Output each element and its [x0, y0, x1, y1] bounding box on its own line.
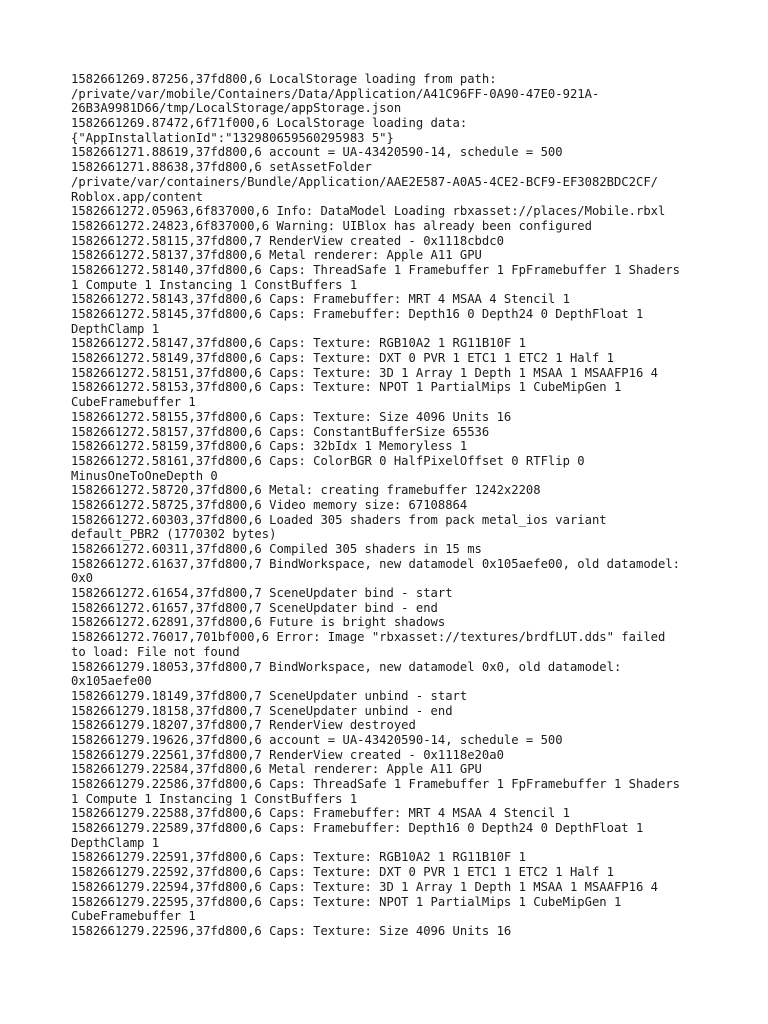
- log-line: 1582661272.62891,37fd800,6 Future is bright shadows: [71, 615, 446, 630]
- log-line: /private/var/containers/Bundle/Application/AAE2E587-A0A5-4CE2-BCF9-EF3082BDC2CF/: [71, 174, 658, 189]
- log-line: {"AppInstallationId":"132980659560295983 5"}: [71, 130, 394, 145]
- log-line: 1582661272.58157,37fd800,6 Caps: ConstantBufferSize 65536: [71, 424, 490, 439]
- log-line: to load: File not found: [71, 644, 240, 659]
- log-line: 1582661272.58149,37fd800,6 Caps: Texture: DXT 0 PVR 1 ETC1 1 ETC2 1 Half 1: [71, 351, 614, 366]
- log-line: 1 Compute 1 Instancing 1 ConstBuffers 1: [71, 791, 358, 806]
- log-line: Roblox.app/content: [71, 189, 204, 204]
- log-line: 1582661279.22589,37fd800,6 Caps: Framebuffer: Depth16 0 Depth24 0 DepthFloat 1: [71, 821, 644, 836]
- log-line: 1582661279.22588,37fd800,6 Caps: Framebuffer: MRT 4 MSAA 4 Stencil 1: [71, 806, 570, 821]
- log-line: 1582661272.58155,37fd800,6 Caps: Texture: Size 4096 Units 16: [71, 409, 512, 424]
- log-line: 1582661272.58720,37fd800,6 Metal: creating framebuffer 1242x2208: [71, 483, 541, 498]
- log-line: DepthClamp 1: [71, 321, 160, 336]
- log-line: 1582661271.88638,37fd800,6 setAssetFolder: [71, 160, 372, 175]
- log-line: 1582661272.05963,6f837000,6 Info: DataModel Loading rbxasset://places/Mobile.rbxl: [71, 204, 666, 219]
- log-line: 1582661272.58137,37fd800,6 Metal renderer: Apple A11 GPU: [71, 248, 482, 263]
- log-line: 1582661272.76017,701bf000,6 Error: Image "rbxasset://textures/brdfLUT.dds" failed: [71, 630, 666, 645]
- log-line: 1582661279.18207,37fd800,7 RenderView destroyed: [71, 718, 416, 733]
- log-line: 1582661272.58153,37fd800,6 Caps: Texture: NPOT 1 PartialMips 1 CubeMipGen 1: [71, 380, 622, 395]
- log-line: MinusOneToOneDepth 0: [71, 468, 218, 483]
- log-line: /private/var/mobile/Containers/Data/Application/A41C96FF-0A90-47E0-921A-: [71, 86, 600, 101]
- log-line: 1582661279.22596,37fd800,6 Caps: Texture: Size 4096 Units 16: [71, 923, 512, 938]
- log-line: 1582661272.60303,37fd800,6 Loaded 305 shaders from pack metal_ios variant: [71, 512, 607, 527]
- log-line: 1582661272.58159,37fd800,6 Caps: 32bIdx 1 Memoryless 1: [71, 439, 468, 454]
- log-line: CubeFramebuffer 1: [71, 395, 196, 410]
- log-line: 1582661272.61657,37fd800,7 SceneUpdater bind - end: [71, 600, 438, 615]
- log-line: 1582661272.60311,37fd800,6 Compiled 305 shaders in 15 ms: [71, 542, 482, 556]
- log-line: 1582661279.22591,37fd800,6 Caps: Texture: RGB10A2 1 RG11B10F 1: [71, 850, 526, 865]
- log-line: 1582661272.61654,37fd800,7 SceneUpdater bind - start: [71, 586, 453, 601]
- log-line: 1582661272.58145,37fd800,6 Caps: Framebuffer: Depth16 0 Depth24 0 DepthFloat 1: [71, 307, 644, 321]
- log-line: 0x0: [71, 571, 94, 586]
- log-text: [71, 72, 728, 939]
- log-line: 1582661272.58725,37fd800,6 Video memory size: 67108864: [71, 497, 468, 512]
- log-line: 1582661279.22594,37fd800,6 Caps: Texture: 3D 1 Array 1 Depth 1 MSAA 1 MSAAFP16 4: [71, 879, 658, 894]
- log-line: 1582661271.88619,37fd800,6 account = UA-43420590-14, schedule = 500: [71, 145, 563, 160]
- log-line: 1582661272.58140,37fd800,6 Caps: ThreadSafe 1 Framebuffer 1 FpFramebuffer 1 Shaders: [71, 262, 681, 277]
- log-line: 1582661279.18053,37fd800,7 BindWorkspace, new datamodel 0x0, old datamodel:: [71, 659, 622, 674]
- log-line: CubeFramebuffer 1: [71, 909, 196, 924]
- log-line: 1582661272.24823,6f837000,6 Warning: UIBlox has already been configured: [71, 218, 592, 233]
- log-line: default_PBR2 (1770302 bytes): [71, 527, 277, 542]
- log-line: 1 Compute 1 Instancing 1 ConstBuffers 1: [71, 277, 358, 292]
- log-line: 1582661279.22595,37fd800,6 Caps: Texture: NPOT 1 PartialMips 1 CubeMipGen 1: [71, 894, 622, 909]
- log-line: 1582661279.22584,37fd800,6 Metal renderer: Apple A11 GPU: [71, 762, 482, 777]
- log-line: 1582661279.22592,37fd800,6 Caps: Texture: DXT 0 PVR 1 ETC1 1 ETC2 1 Half 1: [71, 865, 614, 880]
- log-line: 1582661279.18149,37fd800,7 SceneUpdater unbind - start: [71, 688, 468, 703]
- log-line: 1582661272.61637,37fd800,7 BindWorkspace, new datamodel 0x105aefe00, old datamodel:: [71, 556, 681, 571]
- log-line: 1582661279.19626,37fd800,6 account = UA-43420590-14, schedule = 500: [71, 732, 563, 747]
- log-line: 1582661272.58115,37fd800,7 RenderView created - 0x1118cbdc0: [71, 233, 504, 248]
- log-line: 1582661279.22586,37fd800,6 Caps: ThreadSafe 1 Framebuffer 1 FpFramebuffer 1 Shaders: [71, 777, 681, 791]
- log-line: 1582661272.58151,37fd800,6 Caps: Texture: 3D 1 Array 1 Depth 1 MSAA 1 MSAAFP16 4: [71, 365, 658, 380]
- log-line: 1582661272.58147,37fd800,6 Caps: Texture: RGB10A2 1 RG11B10F 1: [71, 336, 526, 351]
- log-line: 1582661269.87256,37fd800,6 LocalStorage loading from path:: [71, 72, 497, 86]
- log-line: 1582661279.18158,37fd800,7 SceneUpdater unbind - end: [71, 703, 453, 718]
- log-line: 26B3A9981D66/tmp/LocalStorage/appStorage.json: [71, 101, 402, 116]
- log-line: 1582661279.22561,37fd800,7 RenderView created - 0x1118e20a0: [71, 747, 504, 762]
- log-line: 0x105aefe00: [71, 674, 152, 689]
- log-line: DepthClamp 1: [71, 835, 160, 850]
- log-line: 1582661269.87472,6f71f000,6 LocalStorage loading data:: [71, 116, 468, 131]
- log-line: 1582661272.58143,37fd800,6 Caps: Framebuffer: MRT 4 MSAA 4 Stencil 1: [71, 292, 570, 307]
- log-line: 1582661272.58161,37fd800,6 Caps: ColorBGR 0 HalfPixelOffset 0 RTFlip 0: [71, 453, 585, 468]
